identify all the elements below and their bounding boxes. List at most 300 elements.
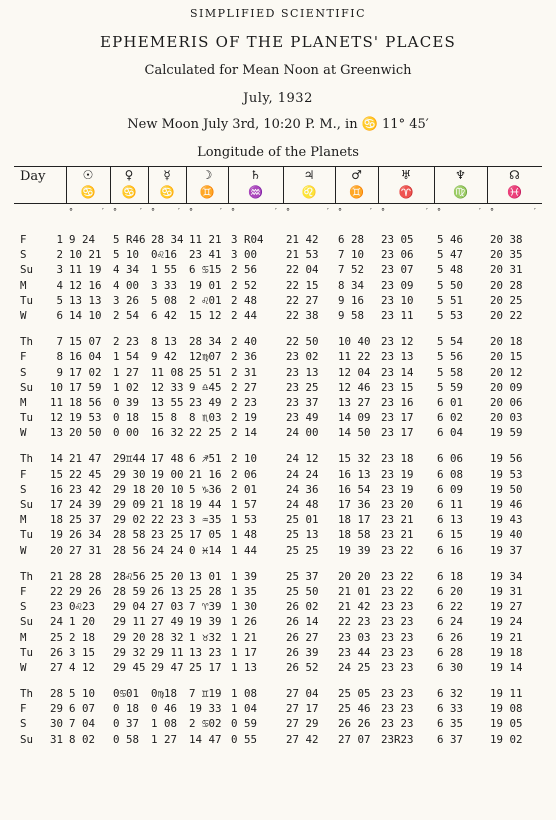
jupiter-position-cell: 23 37 — [286, 395, 319, 409]
saturn-position-cell: 1 48 — [231, 528, 258, 542]
table-row — [0, 512, 556, 527]
venus-symbol: ♀ — [124, 168, 134, 182]
saturn-position-cell: 2 56 — [231, 263, 258, 277]
jupiter-position-cell: 23 13 — [286, 365, 319, 379]
sun-position-cell: 14 10 — [69, 308, 102, 322]
moon-symbol: ☽ — [201, 168, 213, 182]
table-row — [0, 278, 556, 293]
mercury-position-cell: 17 48 — [151, 452, 184, 466]
table-row — [0, 395, 556, 410]
node-position-cell: 19 02 — [490, 732, 523, 746]
uranus-position-cell: 23 23 — [381, 615, 414, 629]
mars-position-cell: 27 07 — [338, 732, 371, 746]
moon-position-cell: 19 39 — [189, 615, 222, 629]
table-row — [0, 365, 556, 380]
weekday-cell: Su — [20, 263, 34, 277]
mercury-position-cell: 20 10 — [151, 482, 184, 496]
venus-position-cell: 0 18 — [113, 411, 140, 425]
date-cell: 1 — [56, 233, 63, 246]
moon-position-cell: 12♍07 — [189, 350, 222, 364]
table-row — [0, 334, 556, 349]
table-row — [0, 349, 556, 364]
venus-position-cell: 4 34 — [113, 263, 140, 277]
saturn-position-cell: 1 35 — [231, 584, 258, 598]
minute-marker: ′ — [327, 207, 329, 216]
date-cell: 5 — [56, 293, 63, 307]
weekday-cell: Su — [20, 615, 34, 629]
uranus-position-cell: 23 20 — [381, 498, 414, 511]
weekday-cell: S — [20, 365, 27, 379]
jupiter-position-cell: 27 42 — [286, 732, 319, 746]
jupiter-position-cell: 27 29 — [286, 717, 319, 731]
mars-position-cell: 25 46 — [338, 702, 371, 716]
date-cell: 18 — [49, 513, 63, 527]
moon-position-cell: 28 34 — [189, 335, 222, 349]
saturn-position-cell: 1 39 — [231, 569, 258, 583]
venus-position-cell: 5 R46 — [113, 233, 146, 246]
uranus-position-cell: 23 22 — [381, 584, 414, 598]
date-cell: 6 — [56, 308, 63, 322]
moon-position-cell: 25 51 — [189, 365, 222, 379]
mars-position-cell: 12 04 — [338, 365, 371, 379]
sun-position-cell: 3 15 — [69, 645, 96, 659]
jupiter-position-cell: 23 02 — [286, 350, 319, 364]
sun-position-cell: 4 12 — [69, 660, 96, 674]
node-sign: ♓ — [507, 185, 522, 199]
degree-marker: ° — [381, 207, 385, 216]
moon-position-cell: 25 17 — [189, 660, 222, 674]
table-row — [0, 584, 556, 599]
venus-position-cell: 2 23 — [113, 335, 140, 349]
saturn-position-cell: 1 08 — [231, 687, 258, 701]
venus-position-cell: 0 58 — [113, 732, 140, 746]
mercury-position-cell: 26 13 — [151, 584, 184, 598]
jupiter-position-cell: 22 38 — [286, 308, 319, 322]
weekday-cell: F — [20, 233, 27, 246]
venus-position-cell: 29 45 — [113, 660, 146, 674]
node-position-cell: 19 08 — [490, 702, 523, 716]
saturn-position-cell: 2 52 — [231, 278, 258, 292]
saturn-position-cell: 1 30 — [231, 600, 258, 614]
jupiter-column-header — [283, 167, 335, 201]
neptune-position-cell: 6 18 — [437, 569, 464, 583]
mercury-position-cell: 15 8 — [151, 411, 178, 425]
weekday-cell: W — [20, 308, 27, 322]
table-row — [0, 630, 556, 645]
moon-position-cell: 1 ♉32 — [189, 630, 222, 644]
neptune-position-cell: 6 32 — [437, 687, 464, 701]
venus-position-cell: 0♋01 — [113, 687, 140, 701]
weekday-cell: Th — [20, 569, 34, 583]
node-position-cell: 20 28 — [490, 278, 523, 292]
mars-position-cell: 18 58 — [338, 528, 371, 542]
mercury-position-cell: 21 18 — [151, 498, 184, 511]
weekday-cell: Su — [20, 498, 34, 511]
uranus-position-cell: 23 23 — [381, 645, 414, 659]
sun-sign: ♋ — [80, 185, 96, 199]
minute-marker: ′ — [102, 207, 104, 216]
venus-position-cell: 28♌56 — [113, 569, 146, 583]
moon-position-cell: 9 ♎45 — [189, 380, 222, 394]
mars-position-cell: 23 03 — [338, 630, 371, 644]
node-position-cell: 20 31 — [490, 263, 523, 277]
saturn-column-header — [228, 167, 283, 201]
weekday-cell: Th — [20, 687, 34, 701]
mercury-position-cell: 0 46 — [151, 702, 178, 716]
uranus-position-cell: 23 14 — [381, 365, 414, 379]
neptune-position-cell: 6 22 — [437, 600, 464, 614]
node-position-cell: 19 53 — [490, 467, 523, 481]
mars-position-cell: 25 05 — [338, 687, 371, 701]
minute-marker: ′ — [178, 207, 180, 216]
uranus-position-cell: 23 15 — [381, 380, 414, 394]
moon-position-cell: 19 33 — [189, 702, 222, 716]
week-group — [0, 569, 556, 675]
week-group — [0, 451, 556, 557]
moon-position-cell: 23 49 — [189, 395, 222, 409]
jupiter-position-cell: 24 00 — [286, 426, 319, 440]
moon-position-cell: 6 ♋15 — [189, 263, 222, 277]
minute-marker: ′ — [140, 207, 142, 216]
mercury-position-cell: 11 08 — [151, 365, 184, 379]
neptune-position-cell: 6 37 — [437, 732, 464, 746]
moon-position-cell: 11 21 — [189, 233, 222, 246]
uranus-sign: ♈ — [398, 185, 414, 199]
mars-position-cell: 22 23 — [338, 615, 371, 629]
mercury-position-cell: 29 47 — [151, 660, 184, 674]
node-position-cell: 19 40 — [490, 528, 523, 542]
date-cell: 20 — [49, 543, 63, 557]
node-position-cell: 20 22 — [490, 308, 523, 322]
table-row — [0, 410, 556, 425]
mercury-position-cell: 3 33 — [151, 278, 178, 292]
weekday-cell: Su — [20, 732, 34, 746]
weekday-cell: Th — [20, 335, 34, 349]
neptune-position-cell: 6 11 — [437, 498, 464, 511]
moon-position-cell: 2 ♋02 — [189, 717, 222, 731]
moon-column-header — [186, 167, 228, 201]
moon-position-cell: 7 ♊19 — [189, 687, 222, 701]
venus-position-cell: 29 09 — [113, 498, 146, 511]
sun-position-cell: 20 50 — [69, 426, 102, 440]
table-row — [0, 660, 556, 675]
jupiter-position-cell: 24 36 — [286, 482, 319, 496]
degree-marker: ° — [151, 207, 155, 216]
jupiter-position-cell: 22 50 — [286, 335, 319, 349]
saturn-position-cell: 0 55 — [231, 732, 258, 746]
jupiter-position-cell: 22 27 — [286, 293, 319, 307]
moon-position-cell: 13 01 — [189, 569, 222, 583]
mercury-position-cell: 9 42 — [151, 350, 178, 364]
node-position-cell: 20 25 — [490, 293, 523, 307]
date-cell: 3 — [56, 263, 63, 277]
neptune-position-cell: 6 13 — [437, 513, 464, 527]
weekday-cell: Tu — [20, 528, 34, 542]
jupiter-position-cell: 25 25 — [286, 543, 319, 557]
uranus-position-cell: 23 19 — [381, 482, 414, 496]
uranus-position-cell: 23 22 — [381, 543, 414, 557]
minute-marker: ′ — [275, 207, 277, 216]
table-row — [0, 425, 556, 440]
saturn-position-cell: 1 53 — [231, 513, 258, 527]
node-position-cell: 19 56 — [490, 452, 523, 466]
weekday-cell: W — [20, 426, 27, 440]
moon-position-cell: 8 ♏03 — [189, 411, 222, 425]
ephemeris-table — [0, 232, 556, 758]
sun-position-cell: 2 18 — [69, 630, 96, 644]
moon-position-cell: 14 47 — [189, 732, 222, 746]
date-cell: 9 — [56, 365, 63, 379]
saturn-position-cell: 1 57 — [231, 498, 258, 511]
mars-position-cell: 9 58 — [338, 308, 365, 322]
weekday-cell: Tu — [20, 411, 34, 425]
jupiter-position-cell: 26 27 — [286, 630, 319, 644]
table-row — [0, 262, 556, 277]
mars-position-cell: 18 17 — [338, 513, 371, 527]
node-position-cell: 20 18 — [490, 335, 523, 349]
mars-position-cell: 16 54 — [338, 482, 371, 496]
mars-position-cell: 7 52 — [338, 263, 365, 277]
sun-position-cell: 17 59 — [69, 380, 102, 394]
mercury-symbol: ☿ — [163, 168, 171, 182]
mercury-sign: ♋ — [159, 185, 175, 199]
moon-position-cell: 25 28 — [189, 584, 222, 598]
day-column-header: Day — [20, 169, 46, 184]
neptune-position-cell: 6 08 — [437, 467, 464, 481]
weekday-cell: S — [20, 600, 27, 614]
moon-position-cell: 3 ♒35 — [189, 513, 222, 527]
jupiter-position-cell: 26 02 — [286, 600, 319, 614]
uranus-position-cell: 23R23 — [381, 732, 414, 746]
uranus-position-cell: 23 07 — [381, 263, 414, 277]
date-cell: 21 — [49, 569, 63, 583]
date-cell: 28 — [49, 687, 63, 701]
neptune-position-cell: 5 51 — [437, 293, 464, 307]
moon-position-cell: 22 25 — [189, 426, 222, 440]
date-cell: 17 — [49, 498, 63, 511]
node-position-cell: 19 46 — [490, 498, 523, 511]
saturn-position-cell: 3 R04 — [231, 233, 264, 246]
venus-position-cell: 29 04 — [113, 600, 146, 614]
mars-position-cell: 23 44 — [338, 645, 371, 659]
node-position-cell: 19 14 — [490, 660, 523, 674]
table-row — [0, 599, 556, 614]
date-cell: 30 — [49, 717, 63, 731]
mercury-position-cell: 5 08 — [151, 293, 178, 307]
saturn-position-cell: 2 36 — [231, 350, 258, 364]
uranus-position-cell: 23 12 — [381, 335, 414, 349]
jupiter-position-cell: 26 39 — [286, 645, 319, 659]
uranus-position-cell: 23 21 — [381, 528, 414, 542]
moon-position-cell: 21 16 — [189, 467, 222, 481]
mercury-position-cell: 29 11 — [151, 645, 184, 659]
moon-position-cell: 17 05 — [189, 528, 222, 542]
sun-position-cell: 5 10 — [69, 687, 96, 701]
table-row — [0, 686, 556, 701]
venus-position-cell: 29 20 — [113, 630, 146, 644]
weekday-cell: F — [20, 702, 27, 716]
mars-position-cell: 17 36 — [338, 498, 371, 511]
uranus-symbol: ♅ — [400, 168, 412, 182]
date-cell: 8 — [56, 350, 63, 364]
venus-position-cell: 29 02 — [113, 513, 146, 527]
sun-position-cell: 13 13 — [69, 293, 102, 307]
neptune-position-cell: 6 24 — [437, 615, 464, 629]
sun-column-header — [66, 167, 110, 201]
date-cell: 29 — [49, 702, 63, 716]
sun-position-cell: 18 56 — [69, 395, 102, 409]
mars-position-cell: 19 39 — [338, 543, 371, 557]
jupiter-symbol: ♃ — [303, 168, 315, 182]
date-cell: 26 — [49, 645, 63, 659]
venus-position-cell: 29♊44 — [113, 452, 146, 466]
uranus-position-cell: 23 17 — [381, 426, 414, 440]
neptune-position-cell: 6 30 — [437, 660, 464, 674]
neptune-position-cell: 5 46 — [437, 233, 464, 246]
mars-position-cell: 10 40 — [338, 335, 371, 349]
uranus-position-cell: 23 06 — [381, 248, 414, 262]
venus-position-cell: 1 02 — [113, 380, 140, 394]
venus-position-cell: 3 26 — [113, 293, 140, 307]
ephemeris-title: EPHEMERIS OF THE PLANETS' PLACES — [99, 33, 457, 51]
date-cell: 23 — [49, 600, 63, 614]
sun-position-cell: 23 42 — [69, 482, 102, 496]
mars-position-cell: 8 34 — [338, 278, 365, 292]
mercury-position-cell: 8 13 — [151, 335, 178, 349]
saturn-position-cell: 1 21 — [231, 630, 258, 644]
mercury-position-cell: 22 23 — [151, 513, 184, 527]
moon-position-cell: 19 01 — [189, 278, 222, 292]
mercury-position-cell: 28 34 — [151, 233, 184, 246]
sun-position-cell: 24 39 — [69, 498, 102, 511]
jupiter-position-cell: 27 04 — [286, 687, 319, 701]
mars-position-cell: 6 28 — [338, 233, 365, 246]
neptune-position-cell: 6 01 — [437, 395, 464, 409]
sun-position-cell: 8 02 — [69, 732, 96, 746]
moon-position-cell: 5 ♑36 — [189, 482, 222, 496]
uranus-position-cell: 23 23 — [381, 687, 414, 701]
table-row — [0, 614, 556, 629]
jupiter-sign: ♌ — [301, 185, 317, 199]
mars-position-cell: 16 13 — [338, 467, 371, 481]
venus-position-cell: 29 11 — [113, 615, 146, 629]
sun-position-cell: 7 04 — [69, 717, 96, 731]
venus-position-cell: 29 18 — [113, 482, 146, 496]
mars-sign: ♊ — [349, 185, 364, 199]
node-position-cell: 20 35 — [490, 248, 523, 262]
mars-position-cell: 21 01 — [338, 584, 371, 598]
mercury-position-cell: 1 55 — [151, 263, 178, 277]
venus-position-cell: 0 00 — [113, 426, 140, 440]
date-cell: 12 — [49, 411, 63, 425]
mars-position-cell: 26 26 — [338, 717, 371, 731]
sun-position-cell: 19 53 — [69, 411, 102, 425]
moon-position-cell: 6 ♐51 — [189, 452, 222, 466]
mars-position-cell: 21 42 — [338, 600, 371, 614]
moon-position-cell: 0 ♓14 — [189, 543, 222, 557]
date-cell: 27 — [49, 660, 63, 674]
neptune-position-cell: 6 28 — [437, 645, 464, 659]
mercury-position-cell: 23 25 — [151, 528, 184, 542]
sun-position-cell: 9 24 — [69, 233, 96, 246]
sun-position-cell: 21 47 — [69, 452, 102, 466]
degree-marker: ° — [490, 207, 494, 216]
venus-position-cell: 1 27 — [113, 365, 140, 379]
node-position-cell: 19 11 — [490, 687, 523, 701]
date-cell: 15 — [49, 467, 63, 481]
table-row — [0, 380, 556, 395]
venus-position-cell: 28 56 — [113, 543, 146, 557]
neptune-position-cell: 5 47 — [437, 248, 464, 262]
weekday-cell: W — [20, 660, 27, 674]
mars-symbol: ♂ — [351, 168, 362, 182]
weekday-cell: Th — [20, 452, 34, 466]
date-cell: 11 — [49, 395, 63, 409]
table-row — [0, 308, 556, 323]
minute-marker: ′ — [479, 207, 481, 216]
table-row — [0, 543, 556, 558]
weekday-cell: F — [20, 584, 27, 598]
weekday-cell: Su — [20, 380, 34, 394]
sun-position-cell: 16 04 — [69, 350, 102, 364]
mercury-position-cell: 27 03 — [151, 600, 184, 614]
uranus-position-cell: 23 11 — [381, 308, 414, 322]
sun-position-cell: 0♌23 — [69, 600, 96, 614]
jupiter-position-cell: 23 49 — [286, 411, 319, 425]
venus-position-cell: 28 58 — [113, 528, 146, 542]
sun-position-cell: 26 34 — [69, 528, 102, 542]
mercury-position-cell: 6 42 — [151, 308, 178, 322]
uranus-column-header — [378, 167, 434, 201]
week-group — [0, 686, 556, 747]
degree-marker: ° — [286, 207, 290, 216]
saturn-position-cell: 2 06 — [231, 467, 258, 481]
week-group — [0, 232, 556, 323]
saturn-position-cell: 3 00 — [231, 248, 258, 262]
weekday-cell: Tu — [20, 645, 34, 659]
mars-position-cell: 15 32 — [338, 452, 371, 466]
mercury-position-cell: 27 49 — [151, 615, 184, 629]
jupiter-position-cell: 25 01 — [286, 513, 319, 527]
jupiter-position-cell: 24 24 — [286, 467, 319, 481]
node-position-cell: 19 34 — [490, 569, 523, 583]
table-row — [0, 497, 556, 512]
table-row — [0, 732, 556, 747]
node-position-cell: 20 06 — [490, 395, 523, 409]
mars-position-cell: 11 22 — [338, 350, 371, 364]
mars-position-cell: 14 50 — [338, 426, 371, 440]
moon-sign: ♊ — [199, 185, 215, 199]
node-position-cell: 20 09 — [490, 380, 523, 394]
saturn-position-cell: 1 13 — [231, 660, 258, 674]
uranus-position-cell: 23 17 — [381, 411, 414, 425]
mercury-position-cell: 19 00 — [151, 467, 184, 481]
weekday-cell: S — [20, 482, 27, 496]
jupiter-position-cell: 21 42 — [286, 233, 319, 246]
mercury-position-cell: 13 55 — [151, 395, 184, 409]
venus-position-cell: 0 39 — [113, 395, 140, 409]
node-position-cell: 19 27 — [490, 600, 523, 614]
mercury-position-cell: 1 27 — [151, 732, 178, 746]
node-position-cell: 20 03 — [490, 411, 523, 425]
neptune-position-cell: 6 06 — [437, 452, 464, 466]
date-cell: 31 — [49, 732, 63, 746]
week-group — [0, 334, 556, 440]
uranus-position-cell: 23 09 — [381, 278, 414, 292]
sun-position-cell: 17 02 — [69, 365, 102, 379]
date-cell: 10 — [49, 380, 63, 394]
mercury-position-cell: 25 20 — [151, 569, 184, 583]
